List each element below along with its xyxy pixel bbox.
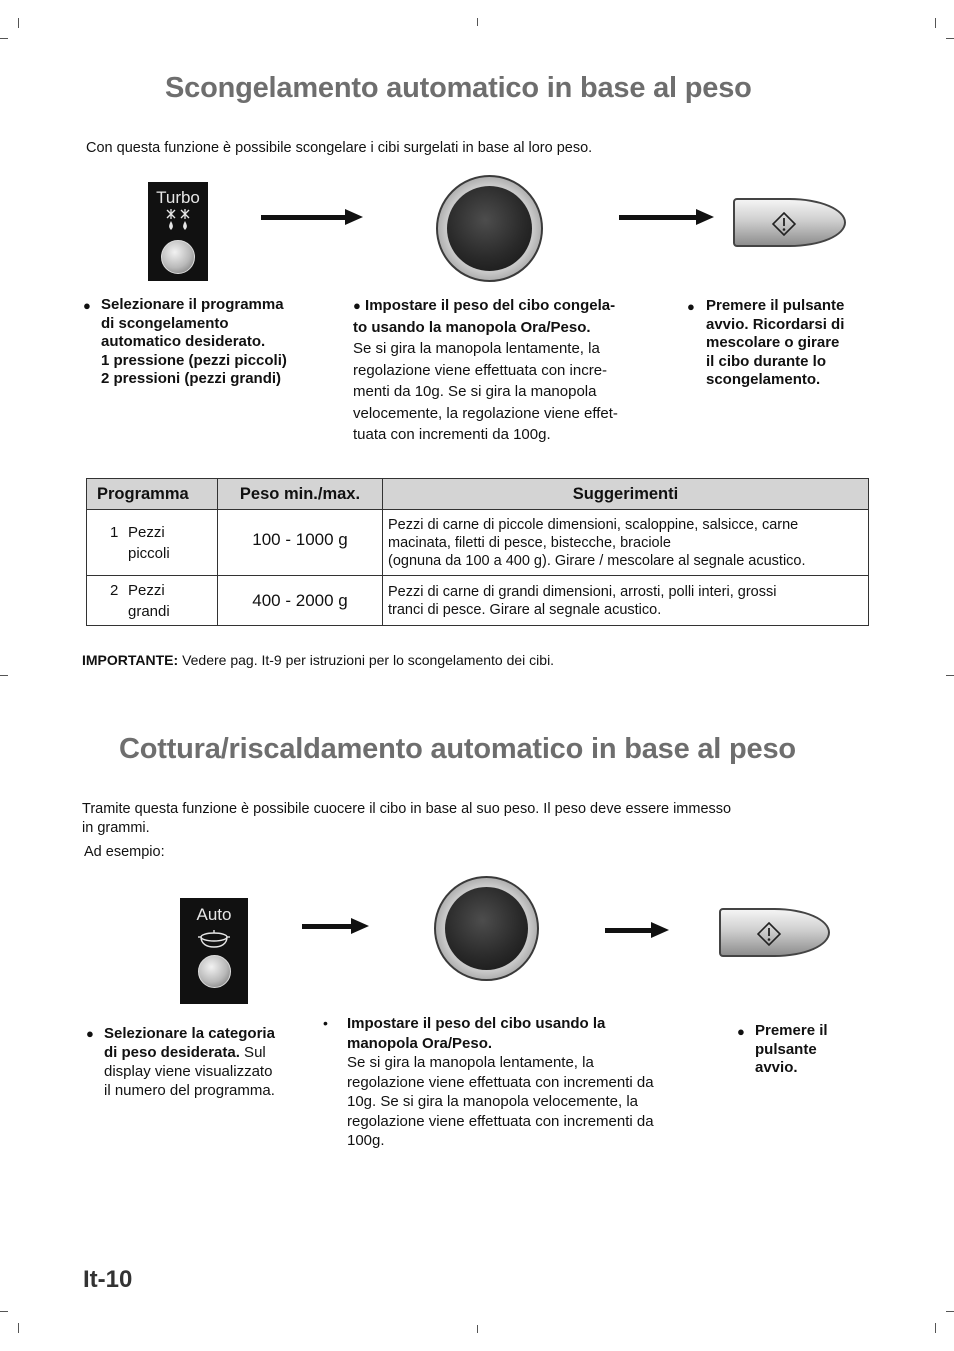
step3-line: pulsante <box>755 1040 817 1058</box>
weight-cell: 400 - 2000 g <box>218 576 383 626</box>
page-number: It-10 <box>83 1266 133 1293</box>
example-label: Ad esempio: <box>84 844 165 860</box>
program-cell <box>87 510 218 576</box>
bullet-icon: • <box>323 1015 328 1031</box>
step2-line: Se si gira la manopola lentamente, la <box>347 1054 594 1071</box>
step2-line: regolazione viene effettuata con incrementi da <box>347 1112 654 1130</box>
start-icon <box>757 922 781 946</box>
step1-line: 1 pressione (pezzi piccoli) <box>101 351 287 369</box>
crop-mark <box>0 675 8 676</box>
auto-weight-button[interactable] <box>198 955 231 988</box>
section1-title: Scongelamento automatico in base al peso <box>165 72 752 104</box>
crop-mark <box>477 18 478 26</box>
program-name <box>110 580 216 622</box>
auto-label: Auto <box>196 905 232 924</box>
step1-line: Selezionare il programma <box>101 296 284 313</box>
tip-line: tranci di pesce. Girare al segnale acustico. <box>388 601 662 618</box>
pot-icon <box>197 929 231 949</box>
crop-mark <box>0 1311 8 1312</box>
step3-line: Premere il <box>755 1022 828 1039</box>
bullet-icon: ● <box>737 1024 745 1039</box>
section2-step3 <box>755 1022 828 1078</box>
start-icon <box>772 212 796 236</box>
bullet-icon: ● <box>86 1026 94 1041</box>
step3-line: avvio. <box>755 1059 798 1076</box>
bullet-icon: ● <box>687 299 695 314</box>
crop-mark <box>946 38 954 39</box>
tip-line: (ognuna da 100 a 400 g). Girare / mescolare al segnale acustico. <box>388 552 806 569</box>
crop-mark <box>18 18 19 28</box>
auto-panel <box>180 898 248 1004</box>
arrow-icon <box>605 928 655 933</box>
program-cell <box>87 576 218 626</box>
step1-line: automatico desiderato. <box>101 333 266 350</box>
time-weight-knob[interactable] <box>436 175 543 282</box>
step1-bold: di peso desiderata. <box>104 1044 240 1061</box>
step2-line: tuata con incrementi da 100g. <box>353 426 551 443</box>
tip-line: macinata, filetti di pesce, bistecche, braciole <box>388 534 671 551</box>
intro-line: in grammi. <box>82 820 150 836</box>
step3-line: il cibo durante lo <box>706 352 827 370</box>
step2-bold: Impostare il peso del cibo usando la <box>347 1015 606 1032</box>
program-label-line: Pezzi <box>128 581 165 599</box>
step2-line: menti da 10g. Se si gira la manopola <box>353 383 597 400</box>
turbo-defrost-button[interactable] <box>161 240 195 274</box>
section1-step2 <box>353 295 618 446</box>
step1-bold: Selezionare la categoria <box>104 1025 275 1042</box>
arrow-icon <box>302 924 355 929</box>
program-name <box>110 522 216 564</box>
program-label <box>128 522 170 564</box>
crop-mark <box>935 1323 936 1333</box>
table-row <box>87 576 869 626</box>
tip-line: Pezzi di carne di grandi dimensioni, arrosti, polli interi, grossi <box>388 583 777 600</box>
turbo-label: Turbo <box>156 188 200 207</box>
table-header: Suggerimenti <box>383 479 869 510</box>
start-button[interactable] <box>733 198 846 247</box>
step2-bold-text: Impostare il peso del cibo congela- <box>365 297 616 314</box>
step1-line <box>104 1043 275 1062</box>
step2-line: regolazione viene effettuata con incrementi da <box>347 1073 654 1091</box>
step1-line: di scongelamento <box>101 314 229 332</box>
important-label: IMPORTANTE: <box>82 652 179 668</box>
step2-line: regolazione viene effettuata con incre- <box>353 361 608 379</box>
program-number: 1 <box>110 523 119 541</box>
intro-line: Tramite questa funzione è possibile cuocere il cibo in base al suo peso. Il peso deve essere immesso <box>82 801 732 817</box>
weight-cell: 100 - 1000 g <box>218 510 383 576</box>
section1-step1 <box>101 296 287 389</box>
table-header: Peso min./max. <box>218 479 383 510</box>
step1-line: 2 pressioni (pezzi grandi) <box>101 370 282 387</box>
step2-line: velocemente, la regolazione viene effet- <box>353 404 618 422</box>
step1-tail: Sul <box>239 1044 266 1061</box>
section1-intro: Con questa funzione è possibile scongelare i cibi surgelati in base al loro peso. <box>86 140 593 156</box>
step2-bold <box>353 295 618 317</box>
arrow-icon <box>261 215 349 220</box>
table-row <box>87 510 869 576</box>
tips-cell <box>383 510 869 576</box>
crop-mark <box>946 675 954 676</box>
program-number: 2 <box>110 581 119 599</box>
section2-intro <box>82 800 731 838</box>
crop-mark <box>0 38 8 39</box>
tips-cell <box>383 576 869 626</box>
tip-line: Pezzi di carne di piccole dimensioni, scaloppine, salsicce, carne <box>388 516 799 533</box>
table-header: Programma <box>87 479 218 510</box>
section2-step2 <box>347 1014 654 1151</box>
step3-line: avvio. Ricordarsi di <box>706 315 845 333</box>
start-button[interactable] <box>719 908 830 957</box>
step3-line: scongelamento. <box>706 371 821 388</box>
step2-bold: to usando la manopola Ora/Peso. <box>353 318 591 336</box>
knob-center <box>447 186 532 271</box>
step1-line: il numero del programma. <box>104 1082 275 1099</box>
step2-bold: manopola Ora/Peso. <box>347 1034 493 1052</box>
crop-mark <box>946 1311 954 1312</box>
table-header-row <box>87 479 869 510</box>
step2-line: 100g. <box>347 1132 385 1149</box>
crop-mark <box>935 18 936 28</box>
important-text: Vedere pag. It-9 per istruzioni per lo scongelamento dei cibi. <box>182 652 555 668</box>
crop-mark <box>18 1323 19 1333</box>
section2-title: Cottura/riscaldamento automatico in base al peso <box>119 733 796 765</box>
step2-line: 10g. Se si gira la manopola velocemente, la <box>347 1093 639 1110</box>
bullet-icon: ● <box>353 298 361 313</box>
time-weight-knob[interactable] <box>434 876 539 981</box>
step3-line: Premere il pulsante <box>706 297 845 314</box>
step3-line: mescolare o girare <box>706 334 840 351</box>
program-label <box>128 580 170 622</box>
crop-mark <box>477 1325 478 1333</box>
program-label-line: Pezzi <box>128 523 165 541</box>
bullet-icon: ● <box>83 298 91 313</box>
step2-line: Se si gira la manopola lentamente, la <box>353 340 600 357</box>
program-table <box>86 478 869 626</box>
defrost-icon <box>164 209 192 231</box>
program-label-line: grandi <box>128 602 170 620</box>
program-label-line: piccoli <box>128 544 170 562</box>
knob-center <box>445 887 528 970</box>
important-note <box>82 652 554 668</box>
turbo-panel <box>148 182 208 281</box>
step1-line: display viene visualizzato <box>104 1063 273 1080</box>
arrow-icon <box>619 215 700 220</box>
section2-step1 <box>104 1024 275 1100</box>
section1-step3 <box>706 297 844 390</box>
